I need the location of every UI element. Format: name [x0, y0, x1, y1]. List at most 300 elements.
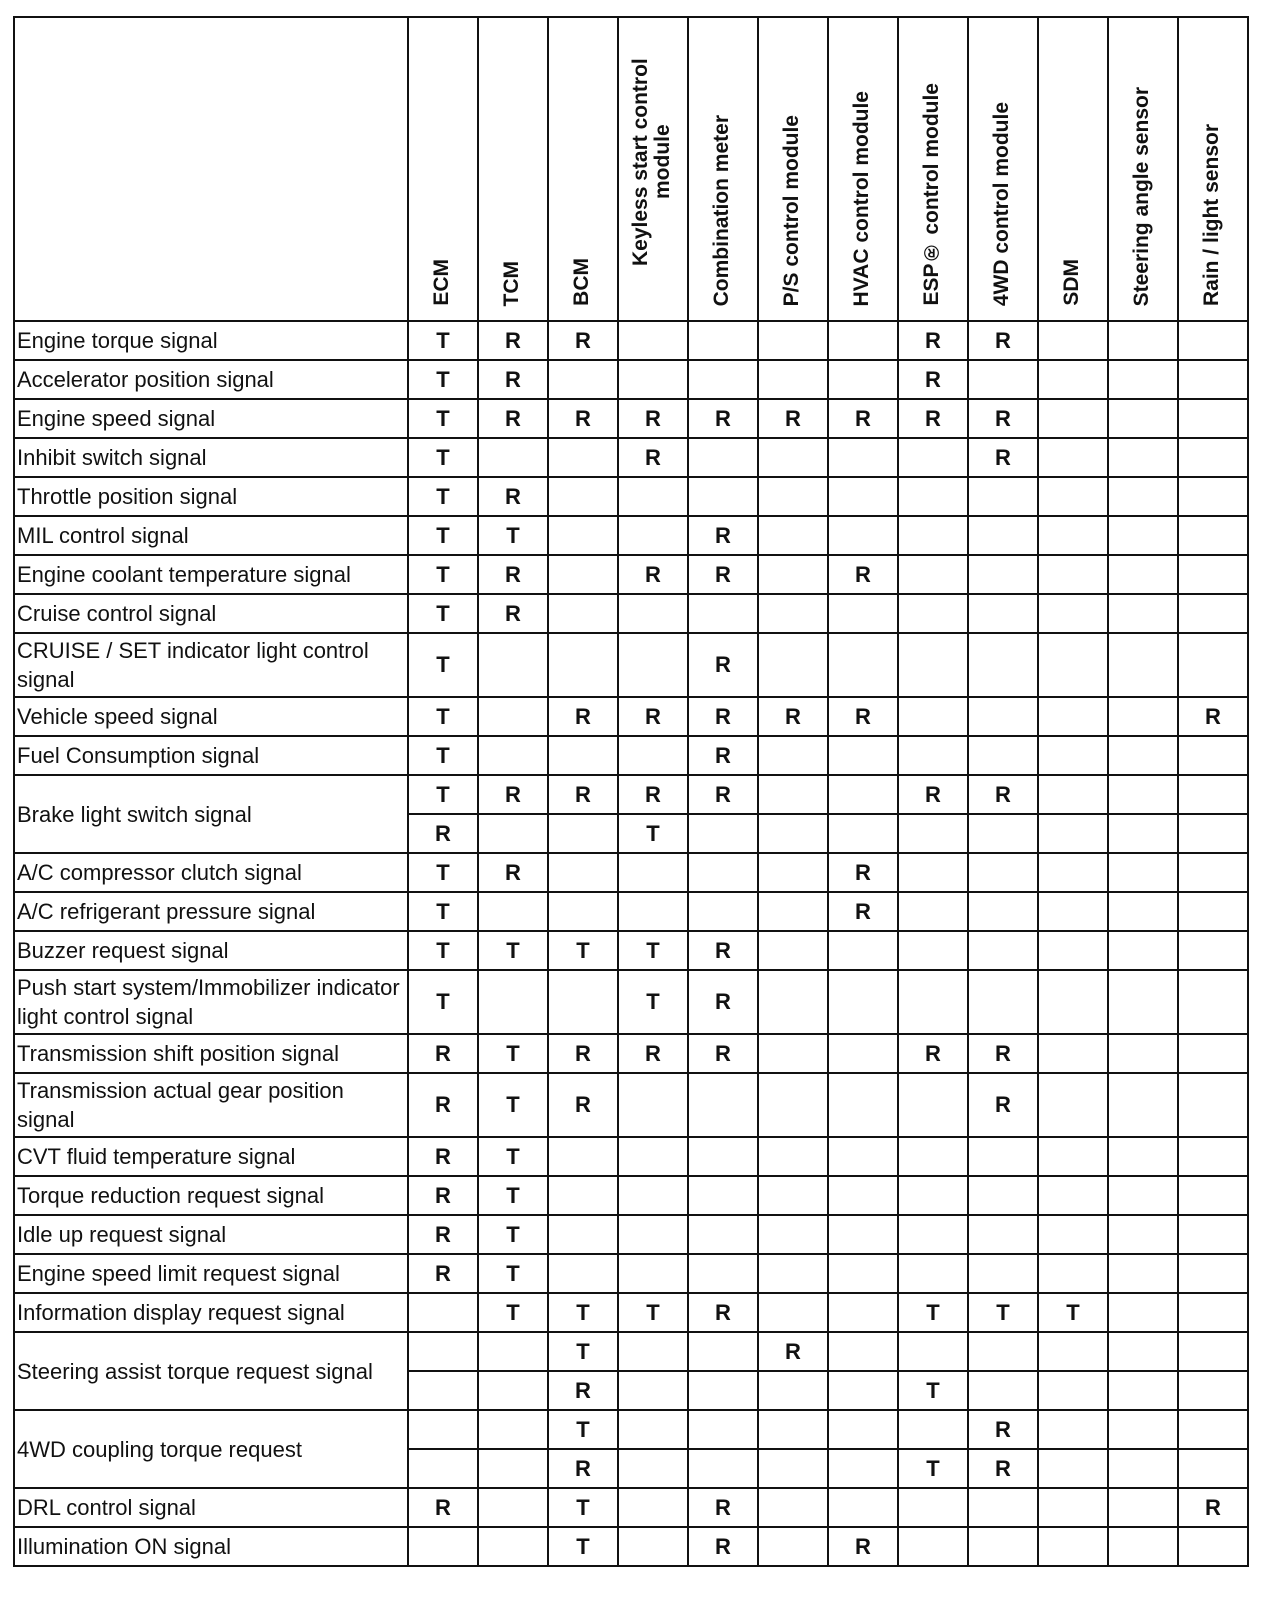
signal-role-cell	[688, 360, 758, 399]
signal-role-cell	[1038, 1371, 1108, 1410]
signal-role-cell: T	[548, 931, 618, 970]
signal-role-cell: T	[548, 1410, 618, 1449]
module-header	[1108, 17, 1178, 321]
signal-role-cell	[618, 633, 688, 697]
signal-role-cell	[1178, 1527, 1248, 1566]
signal-role-cell	[1038, 360, 1108, 399]
signal-role-cell	[1038, 438, 1108, 477]
signal-role-cell	[1178, 477, 1248, 516]
signal-role-cell	[1178, 321, 1248, 360]
signal-role-cell	[1108, 892, 1178, 931]
signal-role-cell	[408, 1332, 478, 1371]
signal-role-cell	[548, 1215, 618, 1254]
table-row	[14, 1034, 1248, 1073]
signal-role-cell	[1178, 438, 1248, 477]
signal-role-cell	[968, 1527, 1038, 1566]
signal-role-cell: T	[478, 1176, 548, 1215]
signal-role-cell	[1178, 1137, 1248, 1176]
signal-name: Cruise control signal	[14, 594, 408, 633]
signal-role-cell	[548, 516, 618, 555]
table-row	[14, 594, 1248, 633]
signal-role-cell: R	[688, 931, 758, 970]
signal-role-cell: R	[968, 1034, 1038, 1073]
signal-role-cell	[478, 1488, 548, 1527]
signal-role-cell: T	[408, 697, 478, 736]
signal-role-cell	[968, 1254, 1038, 1293]
signal-role-cell	[618, 360, 688, 399]
signal-role-cell	[1038, 1527, 1108, 1566]
signal-role-cell	[758, 1488, 828, 1527]
module-header-label: Keyless start control module	[629, 58, 674, 266]
signal-role-cell: R	[408, 1176, 478, 1215]
signal-role-cell	[548, 814, 618, 853]
signal-role-cell	[1108, 1488, 1178, 1527]
signal-role-cell: T	[618, 814, 688, 853]
signal-role-cell	[1038, 477, 1108, 516]
signal-role-cell: R	[548, 1034, 618, 1073]
signal-role-cell	[758, 360, 828, 399]
signal-role-cell: R	[618, 697, 688, 736]
signal-role-cell	[688, 1176, 758, 1215]
signal-role-cell	[898, 970, 968, 1034]
signal-role-cell	[478, 1527, 548, 1566]
signal-role-cell	[828, 1215, 898, 1254]
signal-role-cell	[478, 1449, 548, 1488]
signal-role-cell	[968, 477, 1038, 516]
signal-role-cell	[968, 814, 1038, 853]
signal-role-cell	[1108, 1254, 1178, 1293]
signal-role-cell: R	[688, 1527, 758, 1566]
module-header-label: 4WD control module	[990, 101, 1013, 306]
signal-role-cell	[1108, 1215, 1178, 1254]
signal-role-cell: T	[408, 775, 478, 814]
signal-role-cell	[478, 970, 548, 1034]
signal-role-cell: R	[618, 775, 688, 814]
signal-name: Steering assist torque request signal	[14, 1332, 408, 1410]
signal-role-cell: R	[478, 555, 548, 594]
signal-name: Brake light switch signal	[14, 775, 408, 853]
table-row	[14, 633, 1248, 697]
signal-role-cell	[548, 892, 618, 931]
table-row	[14, 1073, 1248, 1137]
signal-role-cell	[1038, 775, 1108, 814]
signal-role-cell	[548, 594, 618, 633]
module-header	[758, 17, 828, 321]
table-row	[14, 970, 1248, 1034]
signal-role-cell: T	[408, 853, 478, 892]
table-row	[14, 892, 1248, 931]
signal-role-cell	[688, 853, 758, 892]
signal-role-cell	[898, 594, 968, 633]
signal-role-cell	[1108, 970, 1178, 1034]
signal-role-cell	[408, 1449, 478, 1488]
signal-role-cell	[758, 438, 828, 477]
table-row	[14, 1254, 1248, 1293]
signal-name: MIL control signal	[14, 516, 408, 555]
module-header	[548, 17, 618, 321]
signal-role-cell	[968, 970, 1038, 1034]
signal-name: Torque reduction request signal	[14, 1176, 408, 1215]
signal-role-cell	[828, 1449, 898, 1488]
table-row	[14, 1410, 1248, 1449]
signal-role-cell: R	[548, 1449, 618, 1488]
signal-role-cell: R	[898, 1034, 968, 1073]
signal-role-cell: T	[408, 477, 478, 516]
module-header	[688, 17, 758, 321]
signal-role-cell	[1038, 516, 1108, 555]
signal-role-cell	[968, 892, 1038, 931]
signal-role-cell: T	[618, 1293, 688, 1332]
signal-role-cell	[758, 1371, 828, 1410]
can-communication-table	[13, 16, 1249, 1567]
signal-role-cell	[1038, 1449, 1108, 1488]
signal-role-cell: R	[478, 853, 548, 892]
signal-role-cell	[968, 1137, 1038, 1176]
signal-name: Vehicle speed signal	[14, 697, 408, 736]
signal-role-cell: T	[618, 970, 688, 1034]
signal-role-cell	[618, 1527, 688, 1566]
table-row	[14, 697, 1248, 736]
signal-role-cell: R	[968, 775, 1038, 814]
signal-role-cell	[1038, 1254, 1108, 1293]
signal-role-cell: T	[408, 931, 478, 970]
signal-role-cell	[758, 633, 828, 697]
signal-role-cell	[618, 1254, 688, 1293]
signal-role-cell: R	[688, 970, 758, 1034]
signal-role-cell	[478, 697, 548, 736]
table-row	[14, 438, 1248, 477]
signal-role-cell	[618, 1215, 688, 1254]
signal-role-cell	[898, 1176, 968, 1215]
signal-role-cell: T	[408, 736, 478, 775]
signal-role-cell	[968, 736, 1038, 775]
signal-role-cell	[828, 360, 898, 399]
signal-role-cell: R	[618, 438, 688, 477]
signal-role-cell: T	[548, 1527, 618, 1566]
signal-role-cell	[1178, 360, 1248, 399]
module-header	[1178, 17, 1248, 321]
signal-role-cell	[408, 1293, 478, 1332]
signal-role-cell	[1108, 1034, 1178, 1073]
module-header-label: ECM	[430, 259, 453, 306]
signal-role-cell: R	[688, 555, 758, 594]
signal-role-cell	[618, 892, 688, 931]
table-row	[14, 399, 1248, 438]
signal-role-cell	[758, 321, 828, 360]
signal-role-cell	[898, 853, 968, 892]
signal-role-cell: R	[548, 1073, 618, 1137]
signal-role-cell	[548, 1137, 618, 1176]
signal-role-cell: T	[968, 1293, 1038, 1332]
signal-role-cell: R	[688, 775, 758, 814]
signal-role-cell	[898, 633, 968, 697]
signal-role-cell	[758, 1137, 828, 1176]
signal-role-cell: R	[758, 399, 828, 438]
table-row	[14, 477, 1248, 516]
signal-role-cell	[1178, 1332, 1248, 1371]
signal-role-cell	[898, 1527, 968, 1566]
signal-role-cell: R	[408, 1137, 478, 1176]
table-row	[14, 931, 1248, 970]
signal-name: Engine torque signal	[14, 321, 408, 360]
signal-role-cell: T	[408, 516, 478, 555]
signal-role-cell: R	[548, 399, 618, 438]
signal-role-cell: T	[478, 1034, 548, 1073]
signal-role-cell	[968, 1176, 1038, 1215]
signal-role-cell: R	[478, 360, 548, 399]
signal-role-cell: R	[688, 1293, 758, 1332]
signal-role-cell	[548, 736, 618, 775]
signal-role-cell	[898, 892, 968, 931]
signal-role-cell	[828, 321, 898, 360]
signal-role-cell	[828, 1371, 898, 1410]
signal-role-cell	[968, 360, 1038, 399]
signal-role-cell	[408, 1371, 478, 1410]
signal-role-cell	[1108, 321, 1178, 360]
signal-role-cell	[758, 736, 828, 775]
module-header	[828, 17, 898, 321]
signal-role-cell	[618, 1449, 688, 1488]
signal-role-cell	[1108, 1371, 1178, 1410]
signal-role-cell	[548, 970, 618, 1034]
signal-role-cell	[478, 633, 548, 697]
signal-role-cell	[1108, 736, 1178, 775]
signal-role-cell	[758, 814, 828, 853]
signal-role-cell	[1178, 633, 1248, 697]
signal-name: Engine speed signal	[14, 399, 408, 438]
signal-role-cell: T	[478, 1073, 548, 1137]
signal-role-cell	[688, 1073, 758, 1137]
signal-role-cell	[898, 1488, 968, 1527]
signal-role-cell	[1108, 516, 1178, 555]
module-header-row	[14, 17, 1248, 321]
signal-name: Push start system/Immobilizer indicator light control signal	[14, 970, 408, 1034]
signal-role-cell	[1038, 555, 1108, 594]
signal-role-cell	[828, 970, 898, 1034]
signal-role-cell	[1038, 853, 1108, 892]
signal-role-cell	[1038, 814, 1108, 853]
signal-role-cell	[968, 853, 1038, 892]
signal-role-cell	[968, 1215, 1038, 1254]
signal-role-cell	[1178, 516, 1248, 555]
signal-role-cell	[1108, 1176, 1178, 1215]
signal-role-cell: R	[618, 1034, 688, 1073]
signal-role-cell	[688, 1410, 758, 1449]
signal-role-cell	[898, 1073, 968, 1137]
signal-role-cell	[1038, 399, 1108, 438]
signal-role-cell	[828, 477, 898, 516]
signal-role-cell	[828, 633, 898, 697]
signal-role-cell	[688, 1137, 758, 1176]
signal-role-cell	[618, 1137, 688, 1176]
table-row	[14, 555, 1248, 594]
module-header-label: HVAC control module	[850, 90, 873, 306]
signal-role-cell	[688, 1254, 758, 1293]
signal-name: A/C refrigerant pressure signal	[14, 892, 408, 931]
signal-role-cell	[758, 853, 828, 892]
signal-role-cell	[1038, 633, 1108, 697]
signal-role-cell	[828, 814, 898, 853]
signal-role-cell: R	[898, 399, 968, 438]
signal-role-cell	[968, 1488, 1038, 1527]
signal-role-cell: T	[478, 1137, 548, 1176]
signal-role-cell	[548, 360, 618, 399]
signal-role-cell: R	[1178, 697, 1248, 736]
signal-role-cell	[1108, 555, 1178, 594]
table-row	[14, 1293, 1248, 1332]
signal-role-cell	[758, 1073, 828, 1137]
signal-name: A/C compressor clutch signal	[14, 853, 408, 892]
signal-name: Inhibit switch signal	[14, 438, 408, 477]
signal-role-cell: R	[618, 555, 688, 594]
signal-role-cell	[688, 321, 758, 360]
signal-role-cell	[618, 1073, 688, 1137]
signal-role-cell	[1108, 1332, 1178, 1371]
signal-role-cell	[828, 1137, 898, 1176]
signal-role-cell	[758, 1034, 828, 1073]
signal-role-cell: R	[618, 399, 688, 438]
signal-role-cell	[548, 1176, 618, 1215]
signal-role-cell	[828, 1254, 898, 1293]
signal-role-cell: R	[408, 1488, 478, 1527]
signal-role-cell	[1178, 1410, 1248, 1449]
signal-role-cell: T	[478, 1215, 548, 1254]
signal-role-cell	[1108, 1527, 1178, 1566]
signal-name: Fuel Consumption signal	[14, 736, 408, 775]
module-header-label: Rain / light sensor	[1200, 123, 1223, 306]
signal-role-cell	[898, 697, 968, 736]
signal-role-cell: T	[898, 1293, 968, 1332]
signal-role-cell	[618, 1332, 688, 1371]
signal-role-cell	[1108, 1293, 1178, 1332]
module-header	[898, 17, 968, 321]
table-row	[14, 1215, 1248, 1254]
signal-role-cell: R	[478, 594, 548, 633]
signal-role-cell	[898, 814, 968, 853]
signal-role-cell: R	[408, 1034, 478, 1073]
signal-role-cell: T	[408, 594, 478, 633]
signal-role-cell	[1108, 633, 1178, 697]
signal-role-cell	[1038, 697, 1108, 736]
signal-role-cell	[548, 477, 618, 516]
signal-role-cell: T	[408, 438, 478, 477]
signal-role-cell: T	[408, 970, 478, 1034]
signal-role-cell	[968, 1332, 1038, 1371]
signal-role-cell	[758, 1215, 828, 1254]
table-row	[14, 1332, 1248, 1371]
signal-role-cell: R	[968, 399, 1038, 438]
signal-role-cell	[758, 892, 828, 931]
signal-role-cell: R	[478, 775, 548, 814]
module-header-label: Combination meter	[710, 114, 733, 306]
signal-role-cell: R	[478, 399, 548, 438]
module-header-label: Steering angle sensor	[1130, 86, 1153, 306]
signal-role-cell	[688, 594, 758, 633]
signal-role-cell	[1108, 1410, 1178, 1449]
signal-role-cell	[618, 1488, 688, 1527]
signal-role-cell	[548, 633, 618, 697]
signal-role-cell	[1108, 697, 1178, 736]
signal-role-cell	[1178, 555, 1248, 594]
signal-name: Engine speed limit request signal	[14, 1254, 408, 1293]
signal-role-cell	[898, 1332, 968, 1371]
signal-role-cell	[1178, 892, 1248, 931]
signal-role-cell	[1178, 1449, 1248, 1488]
signal-role-cell: R	[408, 814, 478, 853]
signal-role-cell: R	[968, 1449, 1038, 1488]
signal-role-cell: T	[408, 399, 478, 438]
signal-role-cell	[1178, 594, 1248, 633]
signal-role-cell: T	[618, 931, 688, 970]
signal-role-cell	[408, 1527, 478, 1566]
signal-role-cell	[548, 555, 618, 594]
signal-role-cell: R	[478, 321, 548, 360]
signal-role-cell	[688, 814, 758, 853]
signal-role-cell	[898, 736, 968, 775]
signal-role-cell	[408, 1410, 478, 1449]
signal-role-cell	[758, 555, 828, 594]
signal-role-cell: R	[408, 1215, 478, 1254]
signal-role-cell	[758, 1410, 828, 1449]
signal-role-cell	[1178, 1371, 1248, 1410]
signal-role-cell	[898, 1254, 968, 1293]
signal-role-cell	[478, 1371, 548, 1410]
signal-role-cell: R	[548, 1371, 618, 1410]
signal-role-cell	[1178, 1254, 1248, 1293]
signal-role-cell	[688, 1449, 758, 1488]
signal-role-cell	[548, 1254, 618, 1293]
signal-role-cell: R	[688, 633, 758, 697]
signal-role-cell: R	[688, 736, 758, 775]
signal-role-cell	[478, 438, 548, 477]
signal-role-cell	[758, 1293, 828, 1332]
signal-role-cell: T	[478, 516, 548, 555]
signal-role-cell	[478, 1332, 548, 1371]
signal-role-cell	[1178, 1215, 1248, 1254]
signal-role-cell: R	[688, 516, 758, 555]
signal-role-cell: R	[828, 555, 898, 594]
signal-role-cell	[618, 736, 688, 775]
table-row	[14, 360, 1248, 399]
signal-role-cell: R	[688, 1488, 758, 1527]
signal-role-cell: R	[968, 321, 1038, 360]
signal-role-cell	[898, 1410, 968, 1449]
signal-role-cell	[828, 1073, 898, 1137]
signal-role-cell	[1108, 438, 1178, 477]
signal-role-cell	[758, 1449, 828, 1488]
signal-role-cell	[618, 1371, 688, 1410]
module-header	[1038, 17, 1108, 321]
signal-table-body	[14, 321, 1248, 1566]
signal-role-cell	[828, 736, 898, 775]
module-header-label: BCM	[570, 258, 593, 306]
table-row	[14, 736, 1248, 775]
signal-role-cell	[1108, 1073, 1178, 1137]
signal-role-cell	[618, 477, 688, 516]
signal-role-cell	[758, 594, 828, 633]
signal-role-cell	[1178, 1034, 1248, 1073]
signal-role-cell	[1038, 594, 1108, 633]
corner-cell	[14, 17, 408, 321]
signal-role-cell	[1108, 399, 1178, 438]
signal-role-cell	[688, 438, 758, 477]
signal-role-cell	[898, 555, 968, 594]
signal-role-cell: T	[548, 1488, 618, 1527]
table-row	[14, 775, 1248, 814]
signal-role-cell	[618, 1176, 688, 1215]
module-header	[968, 17, 1038, 321]
signal-role-cell	[898, 931, 968, 970]
